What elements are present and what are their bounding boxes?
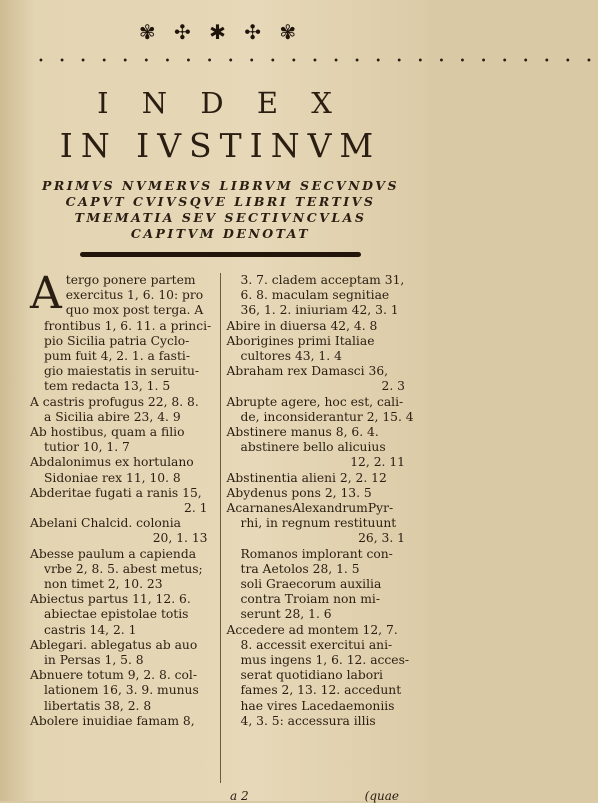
index-line: A castris profugus 22, 8. 8. <box>30 394 199 409</box>
index-line: libertatis 38, 2. 8 <box>44 698 152 713</box>
index-line: Abraham rex Damasci 36, <box>226 364 389 379</box>
index-line: Abydenus pons 2, 13. 5 <box>226 485 372 500</box>
index-line: tutior 10, 1. 7 <box>44 440 130 455</box>
index-line: pum fuit 4, 2. 1. a fasti- <box>44 349 191 364</box>
index-line: Sidoniae rex 11, 10. 8 <box>44 470 181 485</box>
subtitle-line: TMEMATIA SEV SECTIVNCVLAS <box>74 210 367 225</box>
right-column <box>221 273 412 783</box>
left-column <box>30 268 221 783</box>
dotted-rule: • • • • • • • • • • • • • • • • • • • • • • • • • • • <box>38 56 598 67</box>
index-columns <box>30 268 414 783</box>
index-line: gio maiestatis in seruitu- <box>44 364 200 379</box>
index-line: quo mox post terga. A <box>65 303 204 318</box>
subtitle-line: CAPVT CVIVSQVE LIBRI TERTIVS <box>65 194 376 209</box>
index-line: hae vires Lacedaemoniis <box>240 698 395 713</box>
index-line: in Persas 1, 5. 8 <box>44 653 144 668</box>
page-footer <box>30 789 411 803</box>
index-line: Abesse paulum a capienda <box>30 546 197 561</box>
index-line: Abolere inuidiae famam 8, <box>30 713 195 728</box>
index-line: cultores 43, 1. 4 <box>240 349 342 364</box>
heavy-rule <box>80 252 361 257</box>
index-line: exercitus 1, 6. 10: pro <box>65 288 204 303</box>
page-subtitle-main: IN IVSTINVM <box>59 126 382 165</box>
index-line: Abrupte agere, hoc est, cali- <box>226 394 404 409</box>
index-line: a Sicilia abire 23, 4. 9 <box>44 409 181 424</box>
index-line: Abdalonimus ex hortulano <box>30 455 194 470</box>
index-line: serat quotidiano labori <box>240 668 383 683</box>
index-line: 6. 8. maculam segnitiae <box>240 288 390 303</box>
index-line: pio Sicilia patria Cyclo- <box>44 333 190 348</box>
index-line: Abire in diuersa 42, 4. 8 <box>226 318 378 333</box>
index-line: 4, 3. 5: accessura illis <box>240 713 376 728</box>
index-line: Romanos implorant con- <box>240 546 393 561</box>
index-line: tra Aetolos 28, 1. 5 <box>240 561 360 576</box>
index-line: 2. 3 <box>381 379 405 394</box>
index-line: vrbe 2, 8. 5. abest metus; <box>44 561 203 576</box>
index-line: tergo ponere partem <box>65 273 196 287</box>
index-line: frontibus 1, 6. 11. a princi- <box>44 318 212 333</box>
index-line: 36, 1. 2. iniuriam 42, 3. 1 <box>240 303 399 318</box>
subtitle-line: CAPITVM DENOTAT <box>130 226 311 241</box>
index-line: fames 2, 13. 12. accedunt <box>240 683 402 698</box>
index-line: abiectae epistolae totis <box>44 607 189 622</box>
index-line: Accedere ad montem 12, 7. <box>226 622 398 637</box>
signature-mark: a 2 <box>230 789 249 803</box>
index-line: soli Graecorum auxilia <box>240 577 382 592</box>
index-line: 26, 3. 1 <box>358 531 405 546</box>
ornament-icon: ✾ ✣ ✱ ✣ ✾ <box>138 20 303 44</box>
index-line: Abiectus partus 11, 12. 6. <box>30 592 191 607</box>
index-line: Abstinentia alieni 2, 2. 12 <box>226 470 387 485</box>
index-line: AcarnanesAlexandrumPyr- <box>226 501 394 516</box>
index-line: de, inconsiderantur 2, 15. 4 <box>240 409 414 424</box>
index-line: Abstinere manus 8, 6. 4. <box>226 425 379 440</box>
index-line: rhi, in regnum restituunt <box>240 516 397 531</box>
catchword: (quae <box>364 789 399 803</box>
index-line: non timet 2, 10. 23 <box>44 577 163 592</box>
index-line: tem redacta 13, 1. 5 <box>44 379 171 394</box>
index-line: 20, 1. 13 <box>152 531 208 546</box>
index-line: Abderitae fugati a ranis 15, <box>30 485 202 500</box>
index-line: lationem 16, 3. 9. munus <box>44 683 199 698</box>
index-line: Aborigines primi Italiae <box>226 333 375 348</box>
index-line: mus ingens 1, 6. 12. acces- <box>240 653 410 668</box>
index-line: 8. accessit exercitui ani- <box>240 637 393 652</box>
index-line: 2. 1 <box>184 501 208 516</box>
page-title: I N D E X <box>97 86 344 120</box>
index-line: Abelani Chalcid. colonia <box>30 516 181 531</box>
index-line: Ablegari. ablegatus ab auo <box>30 637 198 652</box>
index-line: Abnuere totum 9, 2. 8. col- <box>30 668 198 683</box>
subtitle-line: PRIMVS NVMERVS LIBRVM SECVNDVS <box>41 178 400 193</box>
index-line: contra Troiam non mi- <box>240 592 380 607</box>
index-line: serunt 28, 1. 6 <box>240 607 332 622</box>
subtitle-block <box>30 178 411 242</box>
drop-capital: A <box>30 268 62 319</box>
index-line: abstinere bello alicuius <box>240 440 386 455</box>
index-line: castris 14, 2. 1 <box>44 622 137 637</box>
index-line: Ab hostibus, quam a filio <box>30 425 185 440</box>
index-line: 3. 7. cladem acceptam 31, <box>240 273 405 287</box>
index-line: 12, 2. 11 <box>350 455 405 470</box>
